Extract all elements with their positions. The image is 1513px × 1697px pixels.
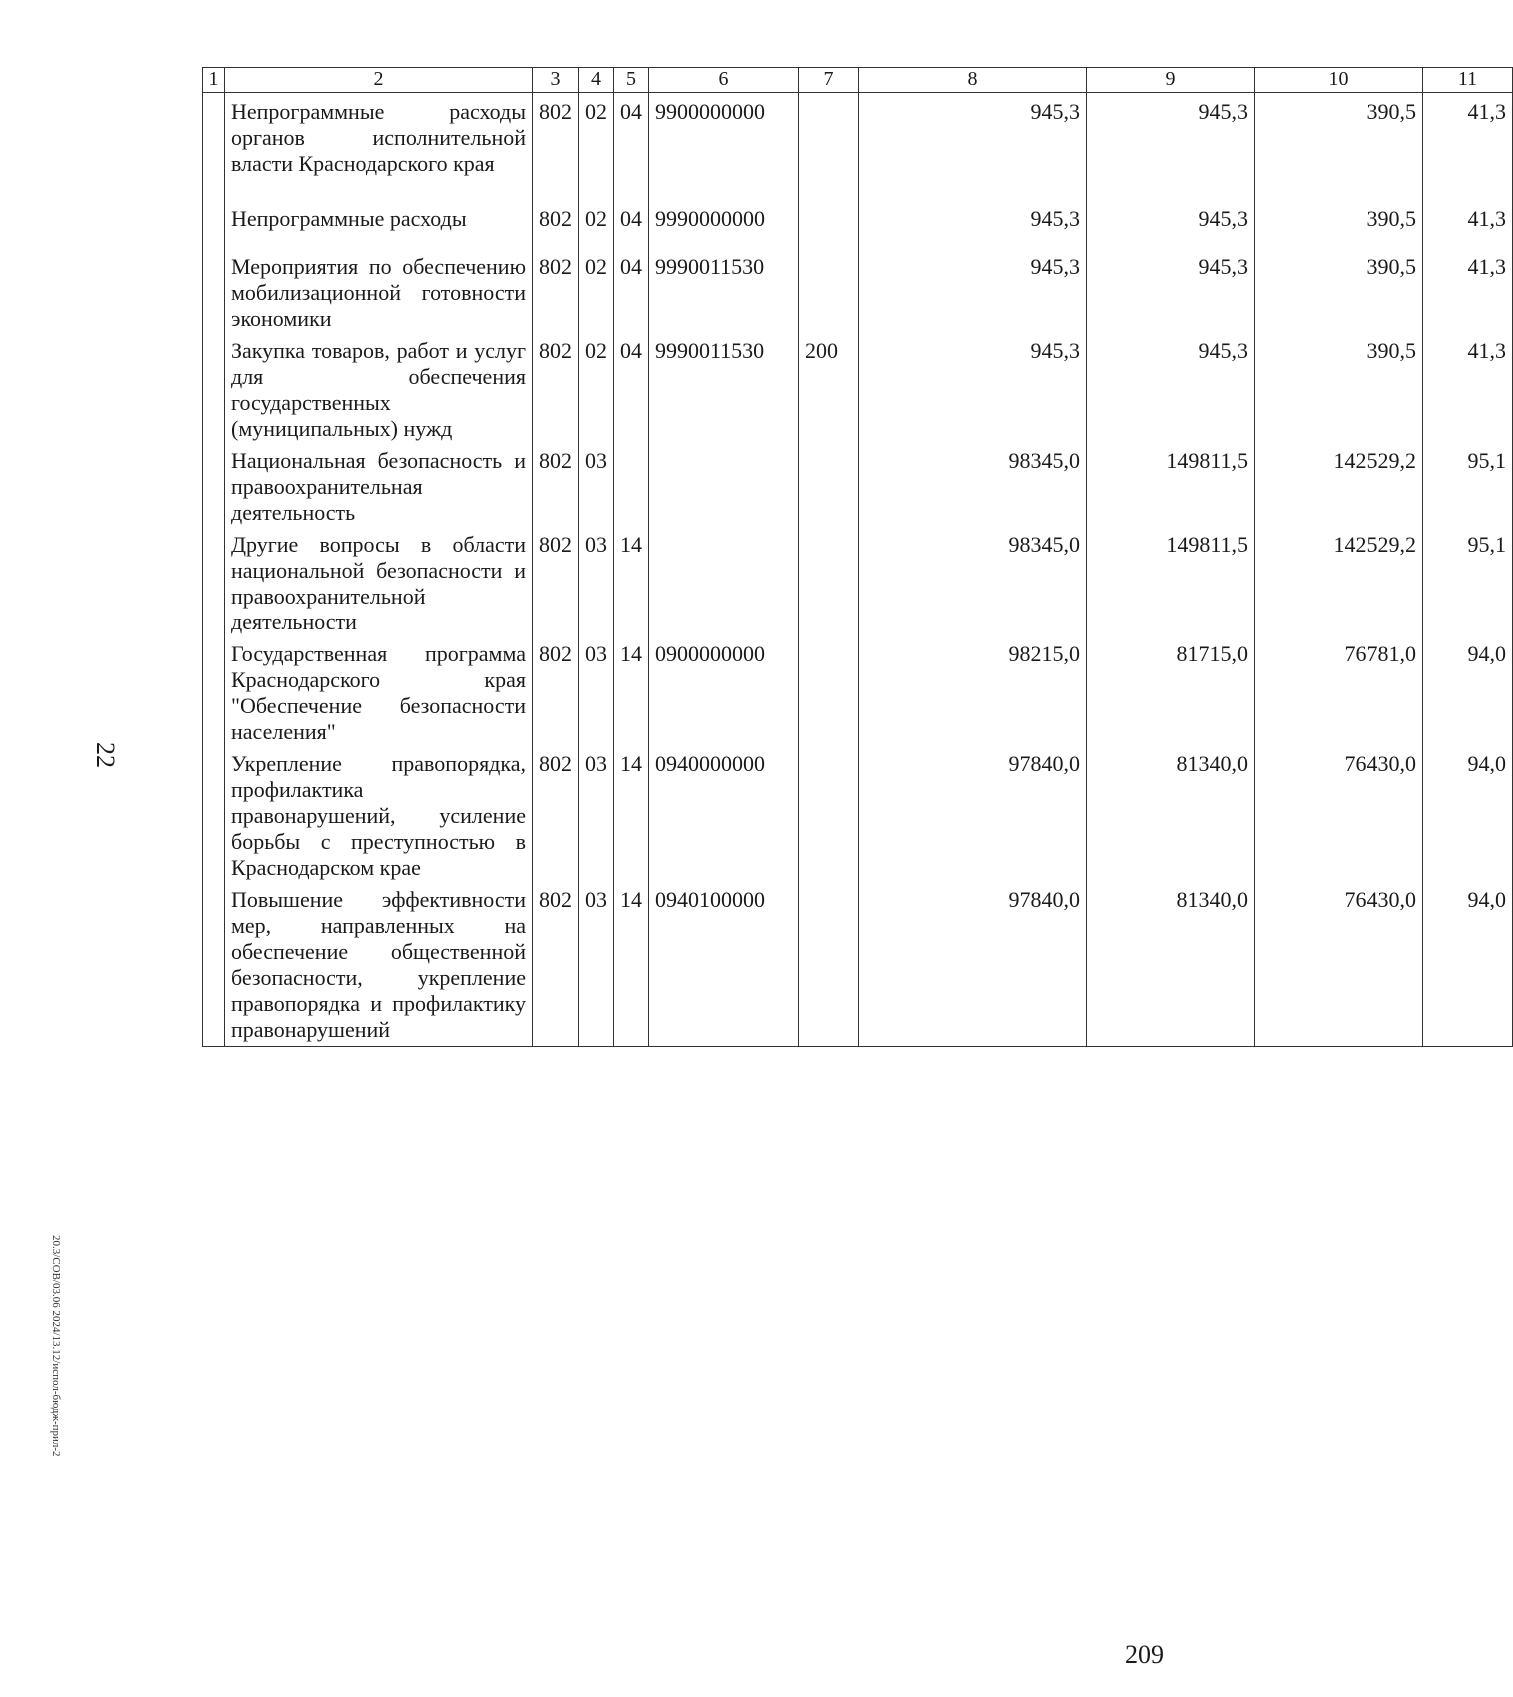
table-row (203, 526, 1513, 636)
cell-index (203, 881, 225, 1046)
cell-ministry: 802 (533, 332, 579, 442)
budget-table (202, 67, 1513, 1047)
cell-executed: 142529,2 (1255, 442, 1423, 526)
cell-subsection: 14 (614, 745, 649, 881)
cell-target: 9990011530 (649, 248, 799, 332)
column-header: 1 (203, 68, 225, 93)
table-row (203, 745, 1513, 881)
cell-expense-type (799, 635, 859, 745)
cell-percent: 94,0 (1423, 881, 1513, 1046)
column-header: 6 (649, 68, 799, 93)
cell-approved: 945,3 (859, 248, 1087, 332)
cell-section: 03 (579, 745, 614, 881)
cell-target (649, 526, 799, 636)
cell-executed: 390,5 (1255, 248, 1423, 332)
cell-approved: 945,3 (859, 92, 1087, 200)
cell-ministry: 802 (533, 200, 579, 248)
cell-refined: 81715,0 (1087, 635, 1255, 745)
cell-percent: 41,3 (1423, 332, 1513, 442)
cell-refined: 149811,5 (1087, 442, 1255, 526)
cell-executed: 142529,2 (1255, 526, 1423, 636)
cell-name: Мероприятия по обеспечению мобилизационной готовности экономики (225, 248, 533, 332)
cell-section: 02 (579, 200, 614, 248)
cell-index (203, 526, 225, 636)
cell-ministry: 802 (533, 635, 579, 745)
page-number: 22 (91, 742, 120, 768)
table-row (203, 200, 1513, 248)
cell-executed: 76781,0 (1255, 635, 1423, 745)
cell-approved: 945,3 (859, 332, 1087, 442)
document-code: 20.3/СОВ/03.06 2024/13.12/испол-бюдж-прил-2 (50, 1235, 62, 1457)
table-row (203, 92, 1513, 200)
cell-ministry: 802 (533, 92, 579, 200)
cell-name: Национальная безопасность и правоохранительная деятельность (225, 442, 533, 526)
cell-ministry: 802 (533, 745, 579, 881)
cell-subsection: 04 (614, 200, 649, 248)
cell-subsection: 04 (614, 248, 649, 332)
cell-executed: 390,5 (1255, 200, 1423, 248)
cell-index (203, 635, 225, 745)
column-header: 7 (799, 68, 859, 93)
cell-approved: 98345,0 (859, 526, 1087, 636)
cell-subsection: 14 (614, 526, 649, 636)
cell-ministry: 802 (533, 526, 579, 636)
cell-index (203, 200, 225, 248)
cell-refined: 945,3 (1087, 200, 1255, 248)
cell-expense-type: 200 (799, 332, 859, 442)
cell-expense-type (799, 92, 859, 200)
cell-section: 03 (579, 881, 614, 1046)
table-row (203, 442, 1513, 526)
cell-refined: 149811,5 (1087, 526, 1255, 636)
cell-refined: 945,3 (1087, 248, 1255, 332)
cell-percent: 41,3 (1423, 200, 1513, 248)
cell-expense-type (799, 745, 859, 881)
column-header: 11 (1423, 68, 1513, 93)
cell-percent: 95,1 (1423, 442, 1513, 526)
cell-executed: 390,5 (1255, 332, 1423, 442)
cell-subsection: 14 (614, 881, 649, 1046)
cell-percent: 41,3 (1423, 92, 1513, 200)
cell-ministry: 802 (533, 881, 579, 1046)
cell-target: 0900000000 (649, 635, 799, 745)
cell-target: 0940100000 (649, 881, 799, 1046)
cell-subsection (614, 442, 649, 526)
footer-page-number: 209 (1125, 1640, 1164, 1669)
cell-index (203, 332, 225, 442)
cell-index (203, 92, 225, 200)
cell-section: 03 (579, 526, 614, 636)
cell-percent: 95,1 (1423, 526, 1513, 636)
cell-target: 9990011530 (649, 332, 799, 442)
cell-approved: 945,3 (859, 200, 1087, 248)
column-header: 10 (1255, 68, 1423, 93)
cell-subsection: 04 (614, 92, 649, 200)
cell-expense-type (799, 248, 859, 332)
cell-target: 9900000000 (649, 92, 799, 200)
cell-name: Укрепление правопорядка, профилактика правонарушений, усиление борьбы с преступностью в Краснодарском крае (225, 745, 533, 881)
cell-subsection: 14 (614, 635, 649, 745)
column-header: 3 (533, 68, 579, 93)
cell-ministry: 802 (533, 442, 579, 526)
column-header: 2 (225, 68, 533, 93)
cell-expense-type (799, 881, 859, 1046)
cell-percent: 41,3 (1423, 248, 1513, 332)
cell-expense-type (799, 200, 859, 248)
cell-approved: 98345,0 (859, 442, 1087, 526)
cell-percent: 94,0 (1423, 745, 1513, 881)
cell-index (203, 248, 225, 332)
cell-executed: 76430,0 (1255, 745, 1423, 881)
column-header: 8 (859, 68, 1087, 93)
cell-ministry: 802 (533, 248, 579, 332)
cell-refined: 81340,0 (1087, 745, 1255, 881)
cell-subsection: 04 (614, 332, 649, 442)
table-row (203, 248, 1513, 332)
column-header: 9 (1087, 68, 1255, 93)
cell-name: Непрограммные расходы (225, 200, 533, 248)
cell-expense-type (799, 526, 859, 636)
cell-name: Повышение эффективности мер, направленных на обеспечение общественной безопасности, укрепление правопорядка и профилактику правонарушений (225, 881, 533, 1046)
cell-target: 9990000000 (649, 200, 799, 248)
cell-refined: 945,3 (1087, 332, 1255, 442)
cell-percent: 94,0 (1423, 635, 1513, 745)
cell-name: Непрограммные расходы органов исполнительной власти Краснодарского края (225, 92, 533, 200)
table-row (203, 332, 1513, 442)
cell-section: 02 (579, 92, 614, 200)
table-row (203, 881, 1513, 1046)
cell-name: Государственная программа Краснодарского края "Обеспечение безопасности населения" (225, 635, 533, 745)
cell-expense-type (799, 442, 859, 526)
cell-target: 0940000000 (649, 745, 799, 881)
cell-refined: 81340,0 (1087, 881, 1255, 1046)
table-header-row (203, 68, 1513, 93)
cell-section: 03 (579, 635, 614, 745)
cell-index (203, 442, 225, 526)
cell-index (203, 745, 225, 881)
cell-section: 03 (579, 442, 614, 526)
cell-refined: 945,3 (1087, 92, 1255, 200)
cell-approved: 98215,0 (859, 635, 1087, 745)
cell-target (649, 442, 799, 526)
cell-approved: 97840,0 (859, 881, 1087, 1046)
cell-name: Закупка товаров, работ и услуг для обеспечения государственных (муниципальных) нужд (225, 332, 533, 442)
cell-executed: 390,5 (1255, 92, 1423, 200)
column-header: 4 (579, 68, 614, 93)
cell-approved: 97840,0 (859, 745, 1087, 881)
cell-name: Другие вопросы в области национальной безопасности и правоохранительной деятельности (225, 526, 533, 636)
cell-section: 02 (579, 248, 614, 332)
table-row (203, 635, 1513, 745)
cell-section: 02 (579, 332, 614, 442)
cell-executed: 76430,0 (1255, 881, 1423, 1046)
column-header: 5 (614, 68, 649, 93)
